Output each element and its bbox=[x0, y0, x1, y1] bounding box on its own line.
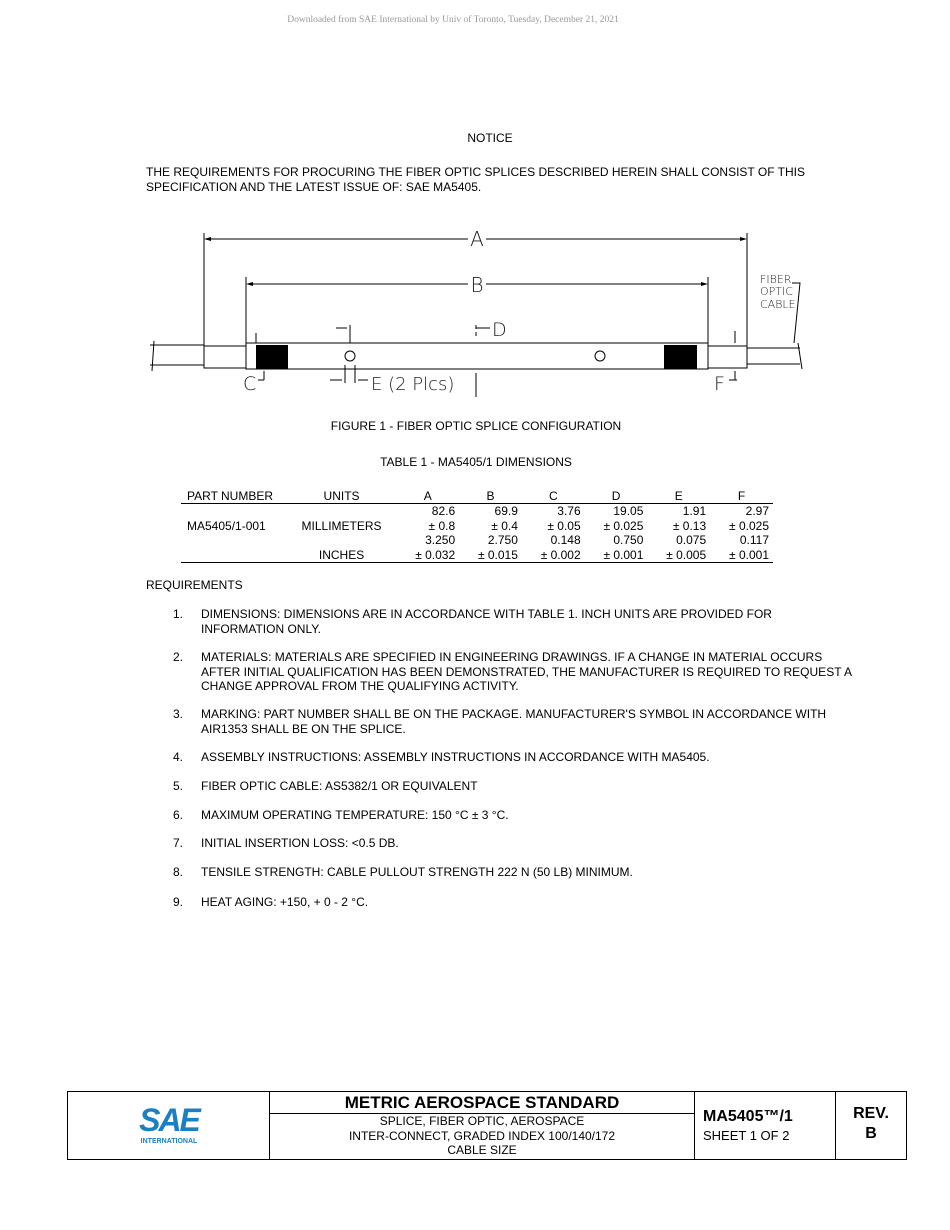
table-caption: TABLE 1 - MA5405/1 DIMENSIONS bbox=[380, 455, 572, 469]
notice-title: NOTICE bbox=[467, 131, 513, 145]
mm-tol-c: ± 0.05 bbox=[547, 518, 581, 533]
requirement-text: HEAT AGING: +150, + 0 - 2 °C. bbox=[201, 895, 369, 909]
requirement-number: 2. bbox=[173, 650, 184, 664]
desc-line-1: SPLICE, FIBER OPTIC, AEROSPACE bbox=[379, 1114, 585, 1128]
splice-figure bbox=[140, 225, 820, 405]
units-inches: INCHES bbox=[287, 548, 397, 563]
mm-value-f: 2.97 bbox=[745, 504, 769, 519]
cable-label-3: CABLE bbox=[760, 298, 796, 311]
label-a: A bbox=[470, 227, 484, 251]
revision-cell bbox=[836, 1092, 906, 1159]
standard-description bbox=[270, 1114, 694, 1158]
in-value-e: 0.075 bbox=[676, 533, 707, 548]
in-value-f: 0.117 bbox=[739, 533, 769, 548]
cable-label-1: FIBER bbox=[760, 273, 792, 286]
requirement-number: 3. bbox=[173, 707, 184, 721]
in-tol-d: ± 0.001 bbox=[585, 548, 648, 563]
requirement-text: MAXIMUM OPERATING TEMPERATURE: 150 °C ± 3 °C. bbox=[201, 808, 509, 822]
desc-line-2: INTER-CONNECT, GRADED INDEX 100/140/172 bbox=[348, 1128, 616, 1143]
in-tol-b: ± 0.015 bbox=[459, 548, 522, 563]
revision-value: B bbox=[865, 1125, 877, 1142]
desc-line-3: CABLE SIZE bbox=[447, 1143, 517, 1157]
header-d: D bbox=[585, 488, 648, 504]
header-b: B bbox=[459, 488, 522, 504]
requirement-text: MARKING: PART NUMBER SHALL BE ON THE PACKAGE. MANUFACTURER'S SYMBOL IN ACCORDANCE WITH AIR1353 SHALL BE ON THE SPLICE. bbox=[201, 707, 827, 736]
in-tol-f: ± 0.001 bbox=[710, 548, 773, 563]
requirement-number: 6. bbox=[173, 808, 184, 822]
title-cell bbox=[270, 1092, 695, 1159]
header-f: F bbox=[710, 488, 773, 504]
sheet-number: SHEET 1 OF 2 bbox=[703, 1128, 790, 1143]
part-number: MA5405/1-001 bbox=[187, 518, 266, 533]
header-part-number: PART NUMBER bbox=[181, 488, 287, 504]
in-tol-c: ± 0.002 bbox=[522, 548, 585, 563]
in-value-b: 2.750 bbox=[487, 533, 518, 548]
table-row bbox=[181, 519, 773, 534]
mm-value-b: 69.9 bbox=[494, 504, 518, 519]
requirement-text: FIBER OPTIC CABLE: AS5382/1 OR EQUIVALENT bbox=[201, 779, 478, 793]
download-watermark: Downloaded from SAE International by Univ of Toronto, Tuesday, December 21, 2021 bbox=[287, 15, 619, 25]
table-row bbox=[181, 533, 773, 548]
requirements-title: REQUIREMENTS bbox=[146, 578, 243, 592]
mm-value-e: 1.91 bbox=[682, 504, 707, 519]
title-block bbox=[67, 1091, 907, 1160]
table-row bbox=[181, 504, 773, 519]
requirement-number: 1. bbox=[173, 607, 184, 621]
sae-logo-text: SAE bbox=[139, 1103, 199, 1138]
mm-tol-e: ± 0.13 bbox=[672, 518, 707, 533]
in-tol-a: ± 0.032 bbox=[396, 548, 459, 563]
label-d: D bbox=[492, 319, 507, 341]
document-id: MA5405™/1 bbox=[703, 1108, 793, 1125]
requirement-number: 8. bbox=[173, 865, 184, 879]
label-f: F bbox=[714, 373, 725, 395]
mm-value-d: 19.05 bbox=[613, 504, 644, 519]
logo-cell bbox=[68, 1092, 270, 1159]
requirement-number: 4. bbox=[173, 750, 184, 764]
header-units: UNITS bbox=[287, 488, 397, 504]
requirement-number: 9. bbox=[173, 895, 184, 909]
mm-tol-a: ± 0.8 bbox=[428, 518, 456, 533]
document-cell bbox=[695, 1092, 836, 1159]
header-e: E bbox=[647, 488, 710, 504]
requirement-text: INITIAL INSERTION LOSS: <0.5 DB. bbox=[201, 836, 399, 850]
table-row bbox=[181, 548, 773, 563]
units-millimeters: MILLIMETERS bbox=[301, 518, 382, 533]
requirement-number: 5. bbox=[173, 779, 184, 793]
sae-logo bbox=[136, 1103, 202, 1147]
label-b: B bbox=[470, 273, 484, 297]
mm-value-c: 3.76 bbox=[557, 504, 581, 519]
table-header-row bbox=[181, 488, 773, 504]
in-value-a: 3.250 bbox=[425, 533, 456, 548]
requirement-text: MATERIALS: MATERIALS ARE SPECIFIED IN ENGINEERING DRAWINGS. IF A CHANGE IN MATERIAL OCCURS AFTER INITIAL QUALIFICATION HAS BEEN DEMONSTRATED, THE MANUFACTURER IS REQUIRED TO REQUEST A CHANGE APPROVAL FROM THE QUALIFYING ACTIVITY. bbox=[201, 650, 852, 693]
requirement-text: ASSEMBLY INSTRUCTIONS: ASSEMBLY INSTRUCTIONS IN ACCORDANCE WITH MA5405. bbox=[201, 750, 710, 764]
in-value-d: 0.750 bbox=[613, 533, 644, 548]
requirement-text: DIMENSIONS: DIMENSIONS ARE IN ACCORDANCE WITH TABLE 1. INCH UNITS ARE PROVIDED FOR INFORMATION ONLY. bbox=[201, 607, 772, 636]
requirement-number: 7. bbox=[173, 836, 184, 850]
in-value-c: 0.148 bbox=[550, 533, 581, 548]
standard-title: METRIC AEROSPACE STANDARD bbox=[270, 1092, 694, 1114]
label-e: E (2 Plcs) bbox=[371, 374, 455, 395]
in-tol-e: ± 0.005 bbox=[647, 548, 710, 563]
header-c: C bbox=[522, 488, 585, 504]
requirement-text: TENSILE STRENGTH: CABLE PULLOUT STRENGTH 222 N (50 LB) MINIMUM. bbox=[201, 865, 633, 879]
notice-text: THE REQUIREMENTS FOR PROCURING THE FIBER OPTIC SPLICES DESCRIBED HEREIN SHALL CONSIST OF THIS SPECIFICATION AND THE LATEST ISSUE OF: SAE MA5405. bbox=[146, 165, 805, 194]
mm-tol-d: ± 0.025 bbox=[603, 518, 644, 533]
sae-logo-sub: INTERNATIONAL bbox=[140, 1138, 198, 1145]
figure-caption: FIGURE 1 - FIBER OPTIC SPLICE CONFIGURATION bbox=[330, 419, 622, 433]
mm-tol-f: ± 0.025 bbox=[729, 518, 769, 533]
mm-tol-b: ± 0.4 bbox=[491, 518, 518, 533]
header-a: A bbox=[396, 488, 459, 504]
mm-value-a: 82.6 bbox=[431, 504, 456, 519]
cable-label-2: OPTIC bbox=[760, 285, 793, 298]
label-c: C bbox=[243, 373, 257, 395]
dimensions-table bbox=[181, 488, 773, 563]
revision-label: REV. bbox=[853, 1105, 889, 1122]
